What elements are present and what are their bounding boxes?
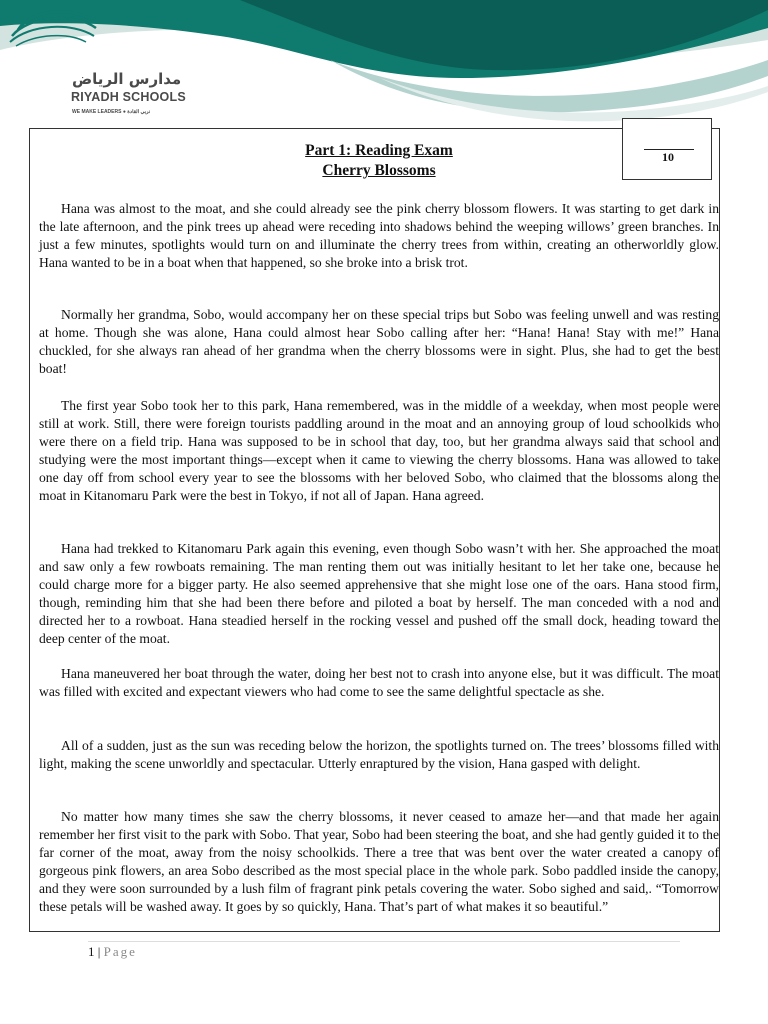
school-name-arabic: مدارس الرياض bbox=[72, 70, 182, 88]
tagline-english: WE MAKE LEADERS bbox=[72, 109, 122, 115]
page-footer bbox=[88, 944, 137, 960]
page-separator: | bbox=[97, 944, 101, 959]
footer-divider bbox=[88, 941, 680, 942]
paragraph-5: Hana maneuvered her boat through the water, doing her best not to crash into anyone else, but it was difficult. The moat was filled with excited and expectant viewers who had come to see the same delightful spectacle as she. bbox=[39, 666, 719, 699]
paragraph-4: Hana had trekked to Kitanomaru Park again this evening, even though Sobo wasn’t with her. She approached the moat and saw only a few rowboats remaining. The man renting them out was initially hesitant to let her take one, because he could charge more for a bigger party. He also seemed apprehensive that she might lose one of the oars. Hana stood firm, though, reminding him that she had been there before and piloted a boat by herself. The man conceded with a nod and directed her to a rowboat. Hana steadied herself in the rocking vessel and pushed off the small dock, heading toward the deep center of the moat. bbox=[39, 541, 719, 646]
score-total: 10 bbox=[662, 150, 674, 164]
school-name-english: RIYADH SCHOOLS bbox=[71, 90, 186, 104]
tagline-dot: ● bbox=[122, 109, 126, 115]
page-number: 1 bbox=[88, 944, 95, 959]
page-label: Page bbox=[103, 944, 137, 959]
exam-part-title: Part 1: Reading Exam bbox=[305, 142, 453, 159]
paragraph-7: No matter how many times she saw the cherry blossoms, it never ceased to amaze her—and that made her again remember her first visit to the park with Sobo. That year, Sobo had been steering the boat, and she had gently guided it to the far corner of the moat, away from the noisy schoolkids. There a tree that was bent over the water created a canopy of gorgeous pink flowers, an area Sobo described as the most special place in the whole park. Sobo paddled inside the canopy, and they were soon surrounded by a lush film of fragrant pink petals covering the water. Sobo sighed and said,. “Tomorrow these petals will be washed away. It goes by so quickly, Hana. That’s part of what makes it so beautiful.” bbox=[39, 809, 719, 914]
paragraph-1: Hana was almost to the moat, and she could already see the pink cherry blossom flowers. It was starting to get dark in the late afternoon, and the pink trees up ahead were receding into shadows behind the weeping willows’ green branches. In just a few minutes, spotlights would turn on and illuminate the cherry trees from within, creating an otherworldly glow. Hana wanted to be in a boat when that happened, so she broke into a brisk trot. bbox=[39, 201, 719, 270]
story-title: Cherry Blossoms bbox=[322, 162, 436, 179]
paragraph-6: All of a sudden, just as the sun was receding below the horizon, the spotlights turned on. The trees’ blossoms filled with light, making the scene unworldly and spectacular. Utterly enraptured by the vision, Hana gasped with delight. bbox=[39, 738, 719, 771]
paragraph-2: Normally her grandma, Sobo, would accompany her on these special trips but Sobo was feeling unwell and was resting at home. Though she was alone, Hana could almost hear Sobo calling after her: “Hana! Hana! Stay with me!” Hana chuckled, for she always ran ahead of her grandma when the cherry blossoms were in sight. Plus, she had to get the best boat! bbox=[39, 307, 719, 376]
page-header bbox=[0, 0, 768, 122]
tagline-arabic: نربي القادة bbox=[127, 109, 151, 115]
school-tagline bbox=[72, 109, 150, 115]
paragraph-3: The first year Sobo took her to this park, Hana remembered, was in the middle of a weekday, when most people were still at work. Still, there were foreign tourists paddling around in the moat and an annoying group of loud schoolkids who were there on a field trip. Hana was supposed to be in school that day, too, but her grandma always said that school and studying were the most important things—except when it came to viewing the cherry blossoms. Hana was allowed to take one day off from school every year to see the blossoms with her beloved Sobo, who claimed that the blossoms along the moat in Kitanomaru Park were the best in Tokyo, if not all of Japan. Hana agreed. bbox=[39, 398, 719, 503]
